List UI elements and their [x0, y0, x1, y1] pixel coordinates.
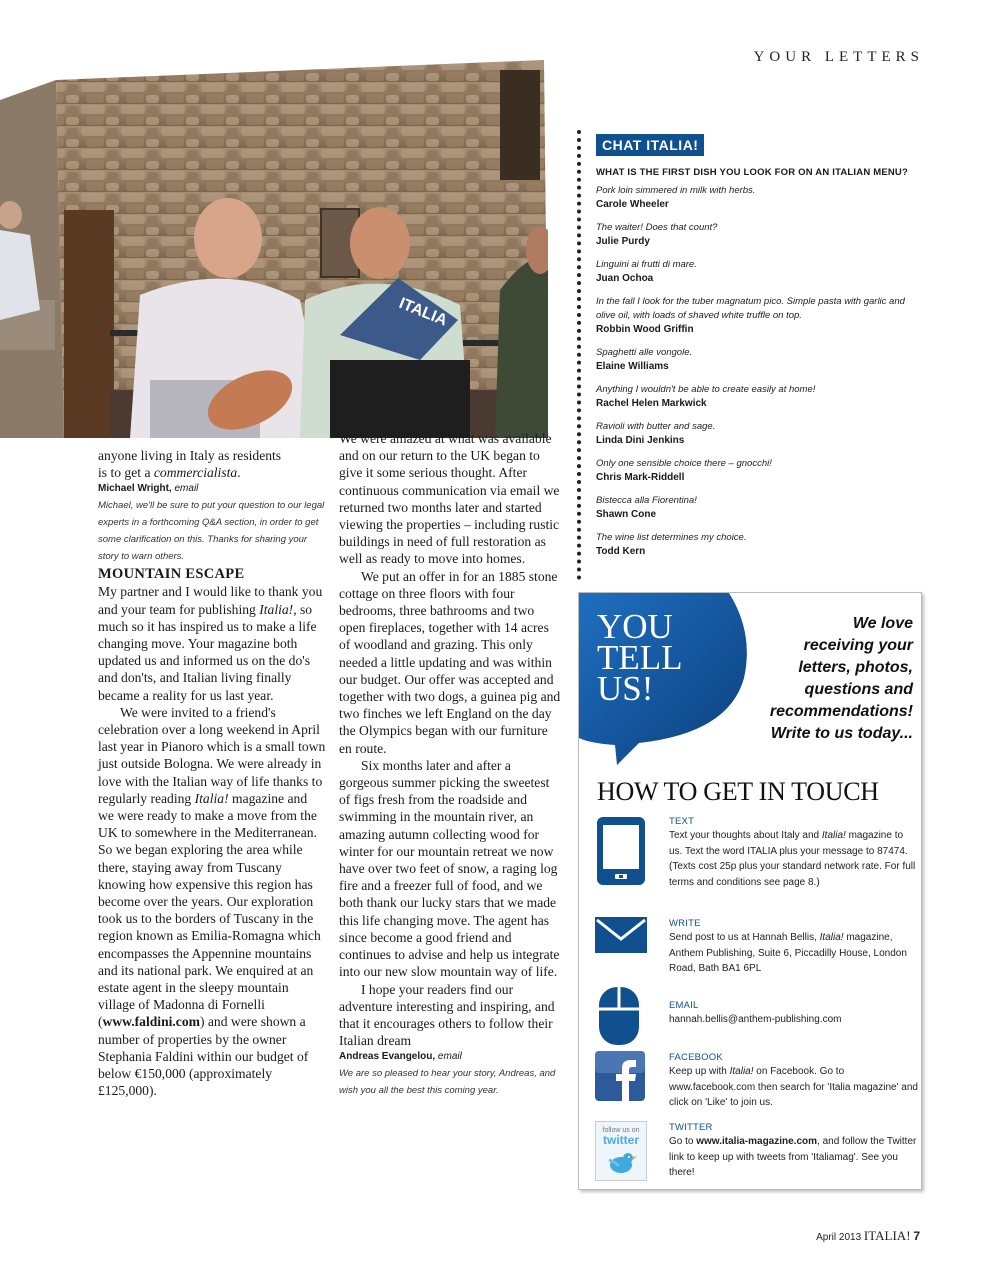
p2-b: magazine and we were ready to make a move from the UK to somewhere in the Mediterranean. So we began exploring the area while there, staying away from Tuscany knowing how expensive this region has become over the years. Our exploration took us to the borders of Tuscany in the region known as Emilia-Romagna which encompasses the Appennine mountains and its national park. We enquired at an estate agent in the sleepy mountain village of Madonna di Fornelli (	[98, 790, 321, 1030]
facebook-label: FACEBOOK	[669, 1052, 723, 1063]
bubble-line: YOU	[597, 607, 673, 646]
chat-reader-name: Rachel Helen Markwick	[596, 398, 707, 409]
facebook-icon	[595, 1051, 651, 1103]
chat-reader-name: Julie Purdy	[596, 236, 650, 247]
signature-michael	[98, 481, 326, 497]
tagline-line: We love	[852, 615, 913, 632]
issue-date: April 2013	[816, 1232, 862, 1243]
letter-paragraph-3: We were amazed at what was available and on our return to the UK began to give it some serious thought. After continuous communication via email we returned two months later and started viewing the properties – including rustic buildings in need of full restoration as well as ready to move into homes.	[339, 431, 560, 567]
page-footer	[816, 1228, 920, 1244]
fb-a: Keep up with	[669, 1066, 730, 1077]
chat-italia-panel	[596, 134, 926, 559]
twitter-body	[669, 1134, 919, 1181]
chat-reader-name: Shawn Cone	[596, 509, 657, 520]
page-number: 7	[913, 1229, 920, 1243]
faldini-link[interactable]: www.faldini.com	[102, 1014, 200, 1030]
tagline-line: Write to us today...	[770, 725, 913, 742]
p1-a: My partner and I would like to thank you and your team for publishing	[98, 584, 323, 617]
editor-reply-michael: Michael, we'll be sure to put your question to our legal experts in a forthcoming Q&A section, in order to get some clarification on this. Thanks for sharing your story to warn others.	[98, 500, 325, 563]
italia-website-link[interactable]: www.italia-magazine.com	[696, 1136, 818, 1147]
chat-answer: Linguini ai frutti di mare.	[596, 259, 697, 270]
we-love-tagline	[717, 613, 913, 745]
write-em: Italia!	[819, 932, 844, 943]
bubble-line: TELL	[597, 638, 683, 677]
mobile-phone-icon	[595, 815, 651, 887]
write-b: magazine, Anthem Publishing, Suite 6, Piccadilly House, London Road, Bath BA1 6PL	[669, 932, 907, 974]
write-label: WRITE	[669, 918, 701, 929]
chat-reader-name: Robbin Wood Griffin	[596, 324, 694, 335]
signature-email-label: email	[174, 483, 199, 495]
text-b: magazine to us. Text the word ITALIA plus your message to 87474. (Texts cost 25p plus your standard network rate. For full terms and conditions see page 8.)	[669, 830, 916, 888]
chat-entry	[596, 494, 926, 522]
intro-line: anyone living in Italy as residents	[98, 448, 282, 463]
chat-entry	[596, 457, 926, 485]
chat-reader-name: Juan Ochoa	[596, 273, 654, 284]
chat-answer: The wine list determines my choice.	[596, 532, 747, 543]
tagline-line: receiving your	[803, 637, 913, 654]
text-label: TEXT	[669, 816, 695, 827]
chat-answer: Anything I wouldn't be able to create easily at home!	[596, 384, 816, 395]
chat-answer: The waiter! Does that count?	[596, 222, 718, 233]
letter-paragraph-2	[98, 704, 326, 1100]
section-header: YOUR LETTERS	[753, 49, 924, 65]
tagline-line: recommendations!	[769, 703, 913, 720]
chat-reader-name: Linda Dini Jenkins	[596, 435, 685, 446]
chat-entries	[596, 184, 926, 559]
chat-entry	[596, 531, 926, 559]
letter-photo	[0, 60, 548, 438]
write-body	[669, 930, 919, 977]
text-em: Italia!	[821, 830, 846, 841]
tw-a: Go to	[669, 1136, 697, 1147]
tagline-line: questions and	[804, 681, 913, 698]
tw-b: , and follow the Twitter link to keep up with tweets from 'Italiamag'. See you there!	[669, 1136, 917, 1178]
signature-email-label: email	[437, 1051, 462, 1063]
facebook-body	[669, 1064, 919, 1111]
chat-entry	[596, 258, 926, 286]
mouse-icon	[595, 987, 651, 1047]
signature-name: Michael Wright,	[98, 483, 172, 495]
intro-period: .	[237, 465, 241, 481]
signature-andreas	[339, 1049, 561, 1065]
p2-c: ) and were shown a number of properties by the owner Stephania Faldini within our budget of below €150,000 (approximately £125,000).	[98, 1014, 309, 1099]
envelope-icon	[595, 917, 651, 957]
fb-em: Italia!	[729, 1066, 754, 1077]
twitter-badge[interactable]	[595, 1121, 647, 1181]
signature-name: Andreas Evangelou,	[339, 1051, 436, 1063]
twitter-badge-line1: follow us on	[602, 1127, 640, 1134]
chat-question: WHAT IS THE FIRST DISH YOU LOOK FOR ON AN ITALIAN MENU?	[596, 167, 908, 178]
contact-panel	[578, 592, 922, 1190]
dotted-divider	[577, 130, 581, 580]
chat-answer: Spaghetti alle vongole.	[596, 347, 693, 358]
chat-answer: Only one sensible choice there – gnocchi!	[596, 458, 772, 469]
you-tell-us-title	[597, 607, 683, 708]
tagline-line: letters, photos,	[798, 659, 913, 676]
chat-reader-name: Todd Kern	[596, 546, 646, 557]
twitter-badge-line2: twitter	[603, 1133, 639, 1147]
magazine-name: ITALIA!	[863, 1228, 911, 1243]
commercialista-text: commercialista	[153, 465, 238, 481]
text-a: Text your thoughts about Italy and	[669, 830, 822, 841]
write-a: Send post to us at Hannah Bellis,	[669, 932, 820, 943]
chat-reader-name: Elaine Williams	[596, 361, 669, 372]
chat-answer: Ravioli with butter and sage.	[596, 421, 716, 432]
p2-em: Italia!	[194, 790, 229, 806]
chat-entry	[596, 346, 926, 374]
twitter-label: TWITTER	[669, 1122, 713, 1133]
p1-em: Italia!	[259, 601, 294, 617]
fb-b: on Facebook. Go to www.facebook.com then search for 'Italia magazine' and click on 'Like' to join us.	[669, 1066, 918, 1108]
how-to-get-in-touch-heading: HOW TO GET IN TOUCH	[597, 777, 879, 806]
chat-answer: Pork loin simmered in milk with herbs.	[596, 185, 756, 196]
chat-entry	[596, 383, 926, 411]
email-label: EMAIL	[669, 1000, 699, 1011]
twitter-bird-icon	[605, 1150, 637, 1176]
man-left-face	[194, 198, 262, 278]
editor-reply-andreas: We are so pleased to hear your story, Andreas, and wish you all the best this coming year.	[339, 1068, 556, 1097]
column-middle	[339, 430, 561, 1099]
chat-answer: In the fall I look for the tuber magnatum pico. Simple pasta with garlic and olive oil, with loads of shaved white truffle on top.	[596, 296, 905, 321]
letter-paragraph-5: Six months later and after a gorgeous summer picking the sweetest of figs fresh from the roadside and swimming in the mountain river, an amazing autumn collecting wood for winter for our mountain retreat we now have over two feet of snow, a raging log fire and a freezer full of food, and we both thank our lucky stars that we made this life changing move. The agent has since become a good friend and continues to advise and help us integrate into our new slow mountain way of life.	[339, 757, 560, 980]
man-right-face	[350, 207, 410, 279]
chat-title: CHAT ITALIA!	[596, 134, 704, 156]
p1-b: , so much so it has inspired us to make a life changing move. Your magazine both updated us and informed us on the do's and don'ts, and Italian living finally became a reality for us last year.	[98, 601, 317, 703]
bubble-line: US!	[597, 669, 654, 708]
text-body	[669, 828, 919, 890]
letter-paragraph-4: We put an offer in for an 1885 stone cottage on three floors with four bedrooms, three bathrooms and two open fireplaces, together with 14 acres of woodland and grazing. This only needed a little updating and was within our budget. Our offer was accepted and together with two dogs, a guinea pig and two finches we left England on the day the Olympics began with our furniture en route.	[339, 568, 561, 756]
headline-mountain-escape: MOUNTAIN ESCAPE	[98, 566, 245, 583]
chat-entry	[596, 420, 926, 448]
chat-entry	[596, 184, 926, 212]
letter-paragraph-6: I hope your readers find our adventure interesting and inspiring, and that it encourages others to follow their Italian dream	[339, 981, 555, 1049]
letter-paragraph-1	[98, 583, 326, 703]
svg-text:ITALIA: ITALIA	[396, 294, 450, 330]
column-left	[98, 447, 326, 1100]
chat-answer: Bistecca alla Fiorentina!	[596, 495, 697, 506]
chat-entry	[596, 295, 926, 337]
p2-a: We were invited to a friend's celebration over a long weekend in April last year in Pianoro which is a small town just outside Bologna. We were already in love with the Italian way of life thanks to regularly reading	[98, 704, 326, 806]
intro-line2: is to get a	[98, 465, 154, 481]
chat-entry	[596, 221, 926, 249]
chat-reader-name: Chris Mark-Riddell	[596, 472, 685, 483]
chat-reader-name: Carole Wheeler	[596, 199, 669, 210]
email-address-link[interactable]: hannah.bellis@anthem-publishing.com	[669, 1014, 842, 1025]
